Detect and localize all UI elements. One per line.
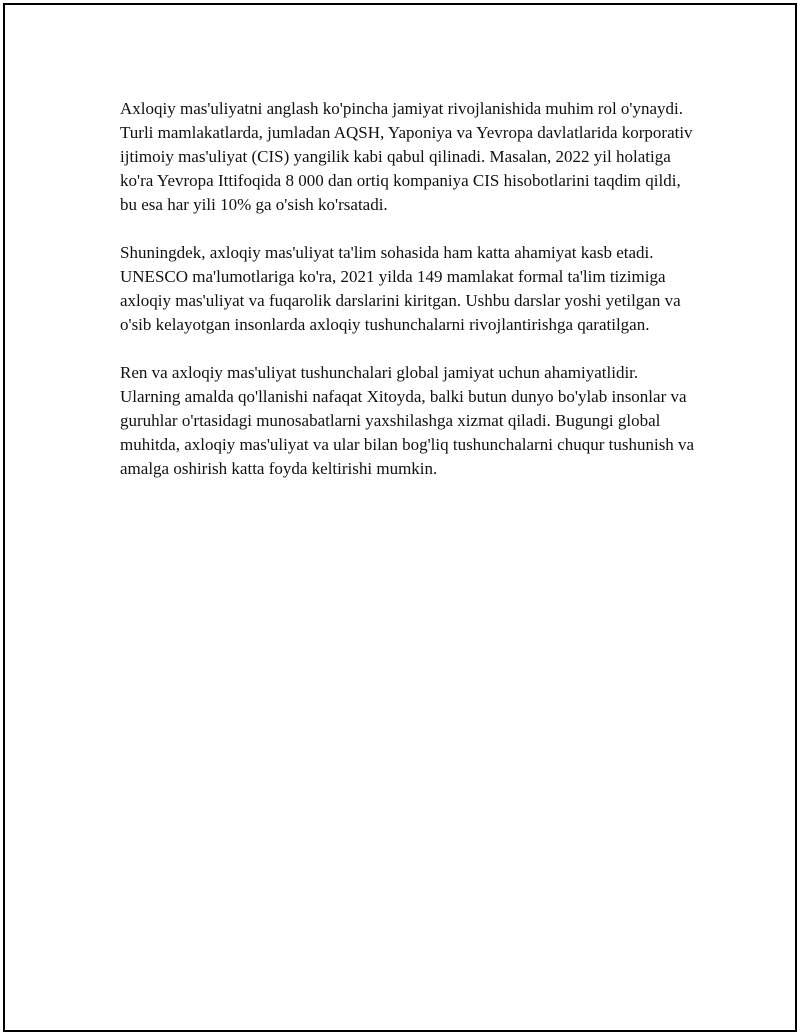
paragraph-3: Ren va axloqiy mas'uliyat tushunchalari global jamiyat uchun ahamiyatlidir. Ularning amalda qo'llanishi nafaqat Xitoyda, balki butun dunyo bo'ylab insonlar va guruhlar o'rtasidagi munosabatlarni yaxshilashga xizmat qiladi. Bugungi global muhitda, axloqiy mas'uliyat va ular bilan bog'liq tushunchalarni chuqur tushunish va amalga oshirish katta foyda keltirishi mumkin. [120,363,695,478]
paragraph-1: Axloqiy mas'uliyatni anglash ko'pincha jamiyat rivojlanishida muhim rol o'ynaydi. Turli mamlakatlarda, jumladan AQSH, Yaponiya va Yevropa davlatlarida korporativ ijtimoiy mas'uliyat (CIS) yangilik kabi qabul qilinadi. Masalan, 2022 yil holatiga ko'ra Yevropa Ittifoqida 8 000 dan ortiq kompaniya CIS hisobotlarini taqdim qildi, bu esa har yili 10% ga o'sish ko'rsatadi. [120,99,693,214]
document-body [120,97,698,505]
paragraph-2: Shuningdek, axloqiy mas'uliyat ta'lim sohasida ham katta ahamiyat kasb etadi. UNESCO ma'lumotlariga ko'ra, 2021 yilda 149 mamlakat formal ta'lim tizimiga axloqiy mas'uliyat va fuqarolik darslarini kiritgan. Ushbu darslar yoshi yetilgan va o'sib kelayotgan insonlarda axloqiy tushunchalarni rivojlantirishga qaratilgan. [120,243,681,334]
document-page [3,3,797,1032]
